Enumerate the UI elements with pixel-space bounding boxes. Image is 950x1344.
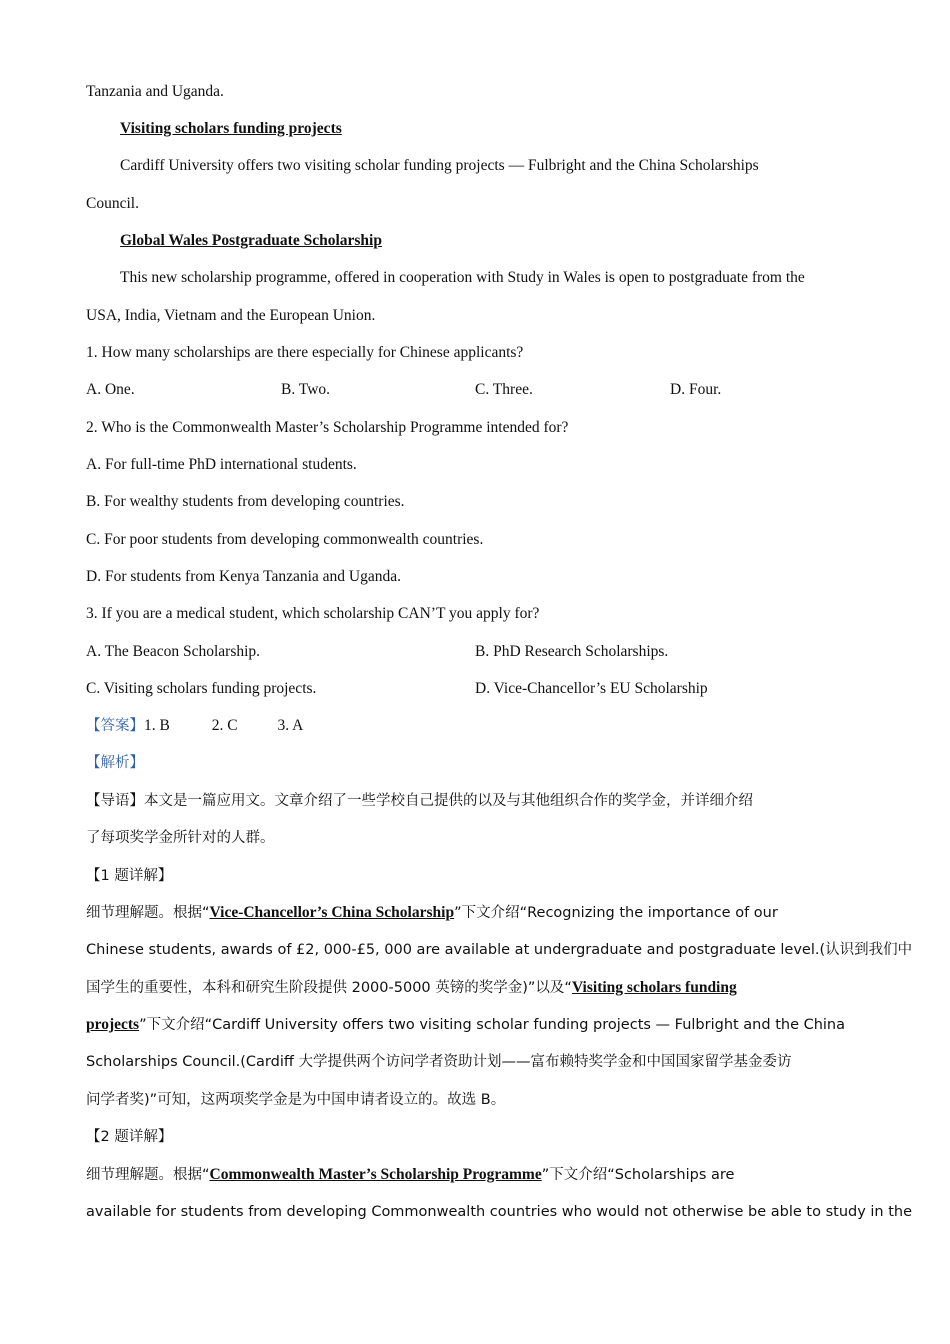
passage-line: Council. — [86, 195, 139, 212]
analysis-text: 细节理解题。根据“ — [86, 905, 210, 921]
question-stem: 3. If you are a medical student, which scholarship CAN’T you apply for? — [86, 605, 540, 622]
analysis-text: 国学生的重要性，本科和研究生阶段提供 2000-5000 英镑的奖学金)”以及“ — [86, 980, 572, 996]
quoted-heading: projects — [86, 1016, 140, 1033]
question-option: A. For full-time PhD international students. — [86, 456, 357, 473]
section-heading: Global Wales Postgraduate Scholarship — [120, 232, 382, 249]
analysis-line — [86, 1015, 845, 1035]
question-stem: 1. How many scholarships are there especially for Chinese applicants? — [86, 344, 524, 361]
passage-line: USA, India, Vietnam and the European Union. — [86, 307, 376, 324]
answer-line — [86, 716, 303, 736]
analysis-line: 问学者奖)”可知，这两项奖学金是为中国申请者设立的。故选 B。 — [86, 1092, 506, 1108]
quoted-heading: Vice-Chancellor’s China Scholarship — [209, 904, 455, 921]
answer-value: 1. B — [144, 717, 170, 734]
passage-line: Cardiff University offers two visiting scholar funding projects — Fulbright and the China Scholarships — [120, 157, 759, 174]
answer-label: 【答案】 — [86, 718, 144, 734]
analysis-label: 【解析】 — [86, 755, 144, 771]
question-option: B. Two. — [281, 381, 331, 398]
question-stem: 2. Who is the Commonwealth Master’s Scholarship Programme intended for? — [86, 419, 569, 436]
analysis-line: available for students from developing Commonwealth countries who would not otherwise be able to study in the — [86, 1204, 913, 1220]
detail-title: 【2 题详解】 — [86, 1129, 173, 1145]
answer-value: 3. A — [277, 717, 304, 734]
analysis-text: ”下文介绍“Scholarships are — [541, 1167, 735, 1183]
answer-value: 2. C — [211, 717, 238, 734]
analysis-line — [86, 978, 737, 998]
analysis-line: Scholarships Council.(Cardiff 大学提供两个访问学者资助计划——富布赖特奖学金和中国国家留学基金委访 — [86, 1054, 792, 1070]
question-option: A. The Beacon Scholarship. — [86, 643, 261, 660]
question-option: B. PhD Research Scholarships. — [475, 643, 669, 660]
passage-line: Tanzania and Uganda. — [86, 83, 224, 100]
question-option: C. Three. — [475, 381, 533, 398]
analysis-text: 细节理解题。根据“ — [86, 1167, 210, 1183]
analysis-line: 了每项奖学金所针对的人群。 — [86, 830, 275, 846]
question-option: C. For poor students from developing commonwealth countries. — [86, 531, 484, 548]
passage-line: This new scholarship programme, offered in cooperation with Study in Wales is open to postgraduate from the — [120, 269, 805, 286]
question-option: D. For students from Kenya Tanzania and Uganda. — [86, 568, 402, 585]
analysis-text: ”下文介绍“Recognizing the importance of our — [454, 905, 778, 921]
analysis-text: ”下文介绍“Cardiff University offers two visiting scholar funding projects — Fulbright and the China — [139, 1017, 846, 1033]
section-heading: Visiting scholars funding projects — [120, 120, 342, 137]
analysis-line — [86, 903, 778, 923]
quoted-heading: Commonwealth Master’s Scholarship Programme — [209, 1166, 542, 1183]
question-option: B. For wealthy students from developing countries. — [86, 493, 405, 510]
quoted-heading: Visiting scholars funding — [571, 979, 737, 996]
analysis-line: Chinese students, awards of £2, 000-£5, 000 are available at undergraduate and postgraduate level.(认识到我们中 — [86, 942, 913, 958]
detail-title: 【1 题详解】 — [86, 868, 173, 884]
question-option: D. Vice-Chancellor’s EU Scholarship — [475, 680, 708, 697]
question-option: A. One. — [86, 381, 135, 398]
question-option: C. Visiting scholars funding projects. — [86, 680, 317, 697]
question-option: D. Four. — [670, 381, 722, 398]
analysis-line: 【导语】本文是一篇应用文。文章介绍了一些学校自己提供的以及与其他组织合作的奖学金，并详细介绍 — [86, 793, 753, 809]
analysis-line — [86, 1165, 734, 1185]
